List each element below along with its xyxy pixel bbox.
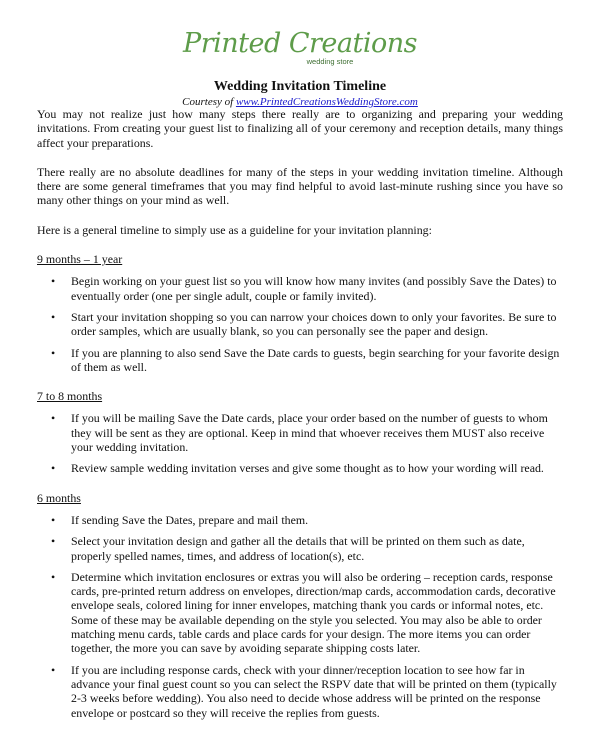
section-heading: 6 months [37,490,81,505]
bullet-icon: • [51,534,56,549]
intro-paragraph: You may not realize just how many steps there really are to organizing and preparing your wedding invitations. From creating your guest list to finalizing all of your ceremony and reception details, many things affect your preparations. [37,107,563,150]
list-item [37,274,563,303]
intro-paragraph: Here is a general timeline to simply use as a guideline for your invitation planning: [37,222,432,237]
document-body [37,107,563,735]
list-item [37,461,563,475]
list-item [37,346,563,375]
list-item-text: If you will be mailing Save the Date cards, place your order based on the number of guests to whom they will be sent as they are optional. Keep in mind that whoever receives them MUST also receive your wedding invitation. [71,411,548,455]
list-item-text: Start your invitation shopping so you can narrow your choices down to only your favorites. Be sure to order samples, which are usually blank, so you can personally see the paper and design. [71,309,557,339]
intro-paragraph: There really are no absolute deadlines for many of the steps in your wedding invitation timeline. Although there are some general timeframes that you may find helpful to avoid last-minute rushing since you have so many other things on your mind as well. [37,164,563,208]
list-item-text: If you are including response cards, check with your dinner/reception location to see how far in advance your final guest count so you can select the RSPV date that will be printed on them (typically 2-3 weeks before wedding). You also need to decide whose address will be printed on the response envelope or postcard so they will receive the replies from guests. [71,662,557,720]
list-item-text: If you are planning to also send Save the Date cards to guests, begin searching for your favorite design of them as well. [71,345,560,374]
list-item [37,663,563,720]
store-link[interactable]: www.PrintedCreationsWeddingStore.com [235,96,418,108]
list-item [37,310,563,339]
bullet-icon: • [51,662,56,677]
list-item-text: Begin working on your guest list so you will know how many invites (and possibly Save the Dates) to eventually order (one per single adult, couple or family invited). [71,274,557,303]
bullet-icon: • [51,309,56,324]
bullet-list [37,274,563,374]
bullet-list [37,513,563,720]
logo-script: Printed Creations [183,28,417,59]
bullet-icon: • [51,569,56,584]
logo-subtitle: wedding store [306,57,354,66]
document-title: Wedding Invitation Timeline [213,79,387,94]
bullet-icon: • [51,512,56,527]
courtesy-prefix: Courtesy of [182,96,236,108]
bullet-icon: • [51,274,56,289]
list-item [37,411,563,454]
list-item-text: Review sample wedding invitation verses and give some thought as to how your wording will read. [71,461,544,476]
section-heading: 7 to 8 months [37,389,103,404]
list-item-text: If sending Save the Dates, prepare and mail them. [71,512,309,527]
bullet-icon: • [51,345,56,360]
bullet-icon: • [51,461,56,476]
bullet-icon: • [51,411,56,426]
section-heading: 9 months – 1 year [37,252,123,267]
list-item [37,570,563,656]
list-item [37,513,563,527]
bullet-list [37,411,563,475]
logo [0,0,600,76]
list-item-text: Determine which invitation enclosures or extras you will also be ordering – reception cards, response cards, pre-printed return address on envelopes, direction/map cards, accommodation cards, decorative envelope seals, colored lining for inner envelopes, matching thank you cards or informal notes, etc. Some of these may be available depending on the style you selected. You may also be able to order matching menu cards, table cards and place cards for your design. The more items you can order together, the more you can save by avoiding separate shipping costs later. [71,569,556,656]
list-item-text: Select your invitation design and gather all the details that will be printed on them such as date, properly spelled names, times, and address of location(s), etc. [71,534,525,563]
list-item [37,534,563,563]
